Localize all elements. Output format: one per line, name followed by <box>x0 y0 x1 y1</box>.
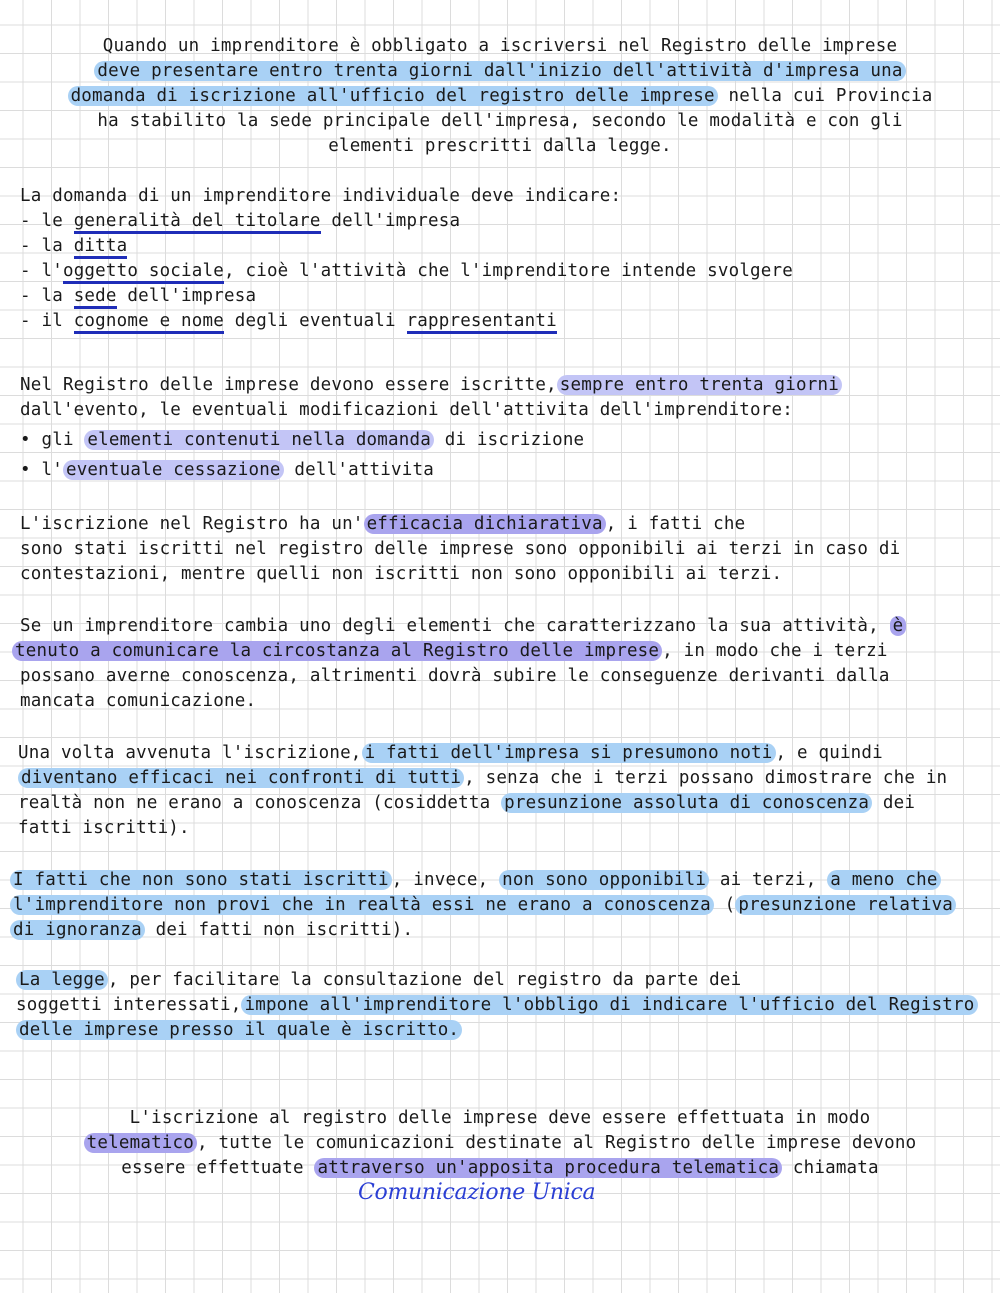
bullet-item: • gli elementi contenuti nella domanda di iscrizione <box>20 430 585 450</box>
bullet-item: • l' eventuale cessazione dell'attivita <box>20 460 434 480</box>
p2-intro: La domanda di un imprenditore individuale deve indicare: <box>20 186 622 206</box>
paragraph-9: L'iscrizione al registro delle imprese deve essere effettuata in modo telematico , tutte le comunicazioni destinate al Registro delle imprese devono essere effettuate attraverso un'apposita procedura telematica chiamata <box>0 1106 1000 1181</box>
p1-highlight-2: domanda di iscrizione all'ufficio del registro delle imprese <box>68 86 718 106</box>
paragraph-8: La legge , per facilitare la consultazione del registro da parte dei soggetti interessati, impone all'imprenditore l'obbligo di indicare l'ufficio del Registro delle imprese presso il quale è iscritto. <box>16 968 978 1043</box>
p1-line-5: elementi prescritti dalla legge. <box>328 136 672 156</box>
p5-highlight: tenuto a comunicare la circostanza al Registro delle imprese <box>12 641 662 661</box>
paragraph-4: L'iscrizione nel Registro ha un' efficacia dichiarativa , i fatti che sono stati iscritti nel registro delle imprese sono opponibili ai terzi in caso di contestazioni, mentre quelli non iscritti non sono opponibili ai terzi. <box>20 514 901 584</box>
list-item: - la sede dell'impresa <box>20 284 793 309</box>
paragraph-3: Nel Registro delle imprese devono essere iscritte, sempre entro trenta giorni dall'evento, le eventuali modificazioni dell'attivita dell'imprenditore: • gli elementi contenuti nella domanda di iscrizione • l' eventuale cessazione dell'attivita <box>20 373 842 483</box>
paragraph-1: Quando un imprenditore è obbligato a iscriversi nel Registro delle imprese deve presentare entro trenta giorni dall'inizio dell'attività d'impresa una domanda di iscrizione all'ufficio del registro delle imprese nella cui Provincia ha stabilito la sede principale dell'impresa, secondo le modalità e con gli elementi prescritti dalla legge. <box>0 34 1000 159</box>
underlined-term: ditta <box>74 236 128 259</box>
paragraph-7: I fatti che non sono stati iscritti , invece, non sono opponibili ai terzi, a meno che l'imprenditore non provi che in realtà essi ne erano a conoscenza ( presunzione relativa di ignoranza dei fatti non iscritti). <box>10 868 956 943</box>
list-item: - la ditta <box>20 234 793 259</box>
underlined-term: cognome e nome <box>74 311 224 334</box>
p1-line-4: ha stabilito la sede principale dell'impresa, secondo le modalità e con gli <box>97 111 903 131</box>
underlined-term: rappresentanti <box>407 311 557 334</box>
underlined-term: oggetto sociale <box>63 261 224 284</box>
handwritten-term: Comunicazione Unica <box>358 1180 596 1205</box>
list-item: - le generalità del titolare dell'impresa <box>20 209 793 234</box>
underlined-term: sede <box>74 286 117 309</box>
list-item: - il cognome e nome degli eventuali rappresentanti <box>20 309 793 334</box>
p3-line-2: dall'evento, le eventuali modificazioni dell'attivita dell'imprenditore: <box>20 400 793 420</box>
p3-highlight: sempre entro trenta giorni <box>557 375 842 395</box>
underlined-term: generalità del titolare <box>74 211 321 234</box>
p4-highlight: efficacia dichiarativa <box>364 514 606 534</box>
paragraph-5: Se un imprenditore cambia uno degli elementi che caratterizzano la sua attività, è tenuto a comunicare la circostanza al Registro delle imprese , in modo che i terzi possano averne conoscenza, altrimenti dovrà subire le conseguenze derivanti dalla mancata comunicazione. <box>20 614 906 714</box>
paragraph-2 <box>20 184 793 334</box>
p1-line-1: Quando un imprenditore è obbligato a iscriversi nel Registro delle imprese <box>102 36 898 56</box>
paragraph-6: Una volta avvenuta l'iscrizione, i fatti dell'impresa si presumono noti , e quindi diventano efficaci nei confronti di tutti , senza che i terzi possano dimostrare che in realtà non ne erano a conoscenza (cosiddetta presunzione assoluta di conoscenza dei fatti iscritti). <box>18 743 948 838</box>
p1-highlight-1: deve presentare entro trenta giorni dall'inizio dell'attività d'impresa una <box>94 61 905 81</box>
list-item: - l'oggetto sociale, cioè l'attività che l'imprenditore intende svolgere <box>20 259 793 284</box>
